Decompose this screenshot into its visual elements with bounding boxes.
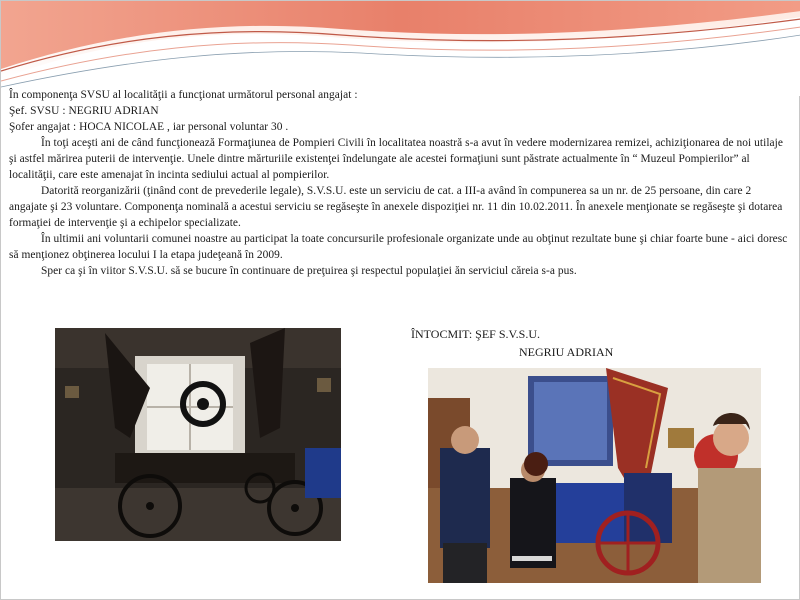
historic-fire-wagon-photo xyxy=(55,328,341,541)
paragraph-competitions: În ultimii ani voluntarii comunei noastre au participat la toate concursurile profesionale organizate unde au obţinut rezultate bune şi chiar foarte bune - aici doresc să menţionez obţinerea locului I la etapa judeţeană în 2009. xyxy=(9,233,788,261)
paragraph-staff-intro: În componenţa SVSU al localităţii a funcţionat următorul personal angajat : xyxy=(9,89,358,101)
signature-title: ÎNTOCMIT: ŞEF S.V.S.U. xyxy=(411,327,540,341)
paragraph-driver: Şofer angajat : HOCA NICOLAE , iar personal voluntar 30 . xyxy=(9,121,289,133)
paragraph-history: În toţi aceşti ani de când funcţionează Formaţiunea de Pompieri Civili în localitatea noastră s-a avut în vedere modernizarea remizei, achiziţionarea de noi utilaje şi astfel mărirea puterii de intervenţie. Unele dintre mărturiile existenţei îndelungate ale acestei formaţiuni sunt păstrate actualmente în “ Muzeul Pompierilor” al localităţii, care este amenajat în incinta sediului actual al pompierilor. xyxy=(9,137,783,181)
signature-block xyxy=(411,325,613,361)
paragraph-reorganization: Datorită reorganizării (ţinând cont de prevederile legale), S.V.S.U. este un serviciu de cat. a III-a având în compunerea sa un nr. de 25 persoane, din care 2 angajate şi 23 voluntare. Componenţa nominală a acestui serviciu se regăseşte în anexele dispoziţiei nr. 11 din 10.02.2011. În anexele menţionate se regăseşte şi dotarea formaţiei de intervenţie şi a echipelor specializate. xyxy=(9,185,783,229)
document-body xyxy=(9,87,789,279)
firefighters-museum-photo xyxy=(428,368,761,583)
paragraph-closing: Sper ca şi în viitor S.V.S.U. să se bucure în continuare de preţuirea şi respectul populaţiei ăn serviciul căreia s-a pus. xyxy=(41,265,577,277)
header-wave-decoration xyxy=(1,1,800,96)
paragraph-chief: Şef. SVSU : NEGRIU ADRIAN xyxy=(9,105,159,117)
signature-name: NEGRIU ADRIAN xyxy=(519,345,614,359)
